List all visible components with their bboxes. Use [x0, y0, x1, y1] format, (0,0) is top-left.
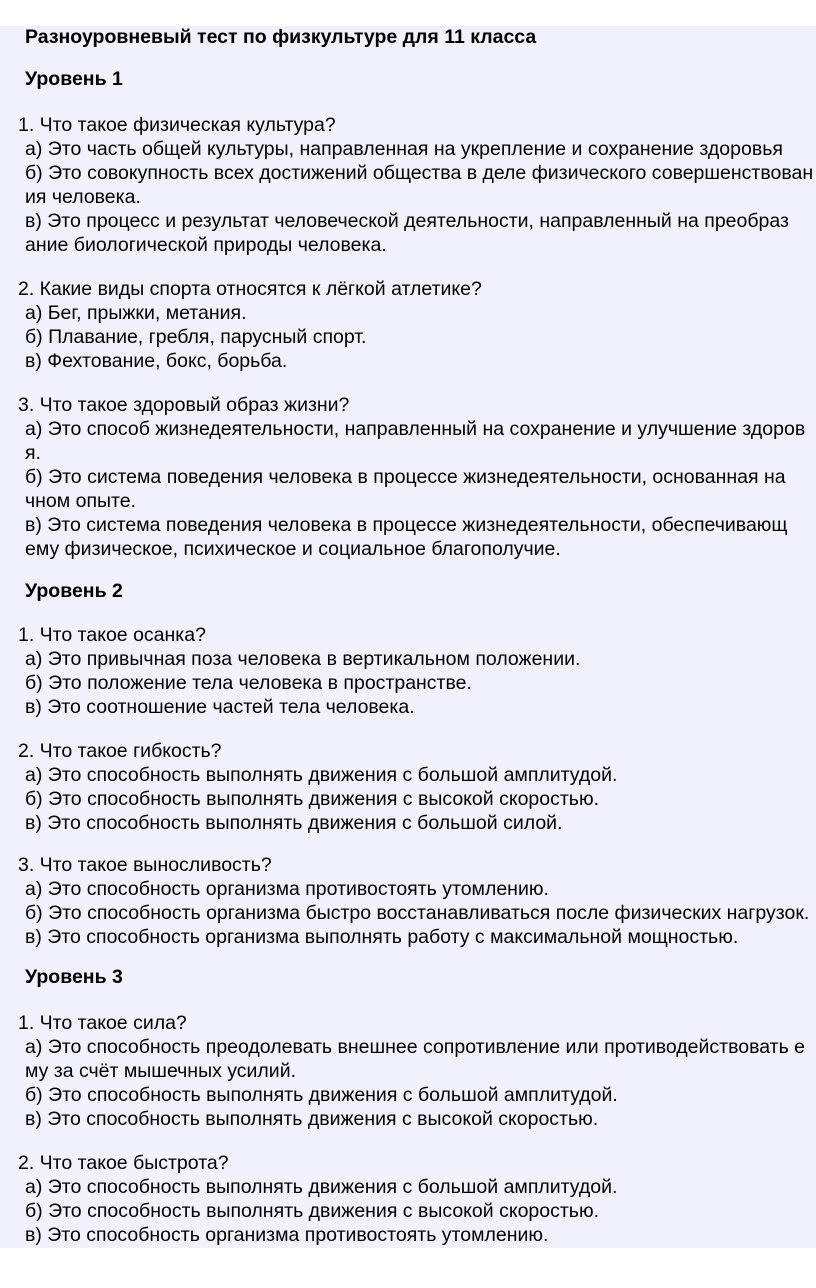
answer-line: б) Это способность выполнять движения с большой амплитудой.: [25, 1084, 618, 1106]
answer-line: в) Это соотношение частей тела человека.: [25, 696, 415, 718]
answer-line: б) Это система поведения человека в процессе жизнедеятельности, основанная на: [25, 466, 786, 488]
answer-line: в) Это способность выполнять движения с большой силой.: [25, 812, 563, 834]
question-text: 3. Что такое здоровый образ жизни?: [18, 394, 350, 416]
level-3-heading: Уровень 3: [25, 966, 123, 988]
answer-line: в) Это способность организма выполнять работу с максимальной мощностью.: [25, 926, 739, 948]
level-1-heading: Уровень 1: [25, 68, 123, 90]
question-text: 2. Что такое быстрота?: [18, 1152, 229, 1174]
level-2-heading: Уровень 2: [25, 580, 123, 602]
answer-line: а) Это часть общей культуры, направленная на укрепление и сохранение здоровья: [25, 138, 783, 160]
answer-line: б) Это способность выполнять движения с высокой скоростью.: [25, 788, 599, 810]
answer-line: ание биологической природы человека.: [25, 234, 387, 256]
answer-line: а) Это способность выполнять движения с большой амплитудой.: [25, 1176, 618, 1198]
answer-line: ему физическое, психическое и социальное благополучие.: [25, 538, 561, 560]
answer-line: в) Это процесс и результат человеческой деятельности, направленный на преобраз: [25, 210, 789, 232]
answer-line: б) Это совокупность всех достижений общества в деле физического совершенствован: [25, 162, 814, 184]
answer-line: в) Фехтование, бокс, борьба.: [25, 350, 288, 372]
answer-line: б) Это способность организма быстро восстанавливаться после физических нагрузок.: [25, 902, 810, 924]
answer-line: б) Плавание, гребля, парусный спорт.: [25, 326, 367, 348]
document-title: Разноуровневый тест по физкультуре для 11 класса: [25, 26, 537, 48]
answer-line: ия человека.: [25, 186, 141, 208]
answer-line: б) Это способность выполнять движения с высокой скоростью.: [25, 1200, 599, 1222]
question-text: 1. Что такое физическая культура?: [18, 114, 336, 136]
question-text: 2. Какие виды спорта относятся к лёгкой атлетике?: [18, 278, 482, 300]
question-text: 1. Что такое осанка?: [18, 624, 206, 646]
question-text: 1. Что такое сила?: [18, 1012, 187, 1034]
answer-line: а) Это способность преодолевать внешнее сопротивление или противодействовать е: [25, 1036, 805, 1058]
answer-line: в) Это способность выполнять движения с высокой скоростью.: [25, 1108, 599, 1130]
document-page: [0, 26, 816, 1248]
answer-line: а) Это привычная поза человека в вертикальном положении.: [25, 648, 581, 670]
answer-line: я.: [25, 442, 41, 464]
answer-line: б) Это положение тела человека в пространстве.: [25, 672, 472, 694]
answer-line: а) Это способ жизнедеятельности, направленный на сохранение и улучшение здоров: [25, 418, 806, 440]
answer-line: в) Это система поведения человека в процессе жизнедеятельности, обеспечивающ: [25, 514, 788, 536]
answer-line: а) Это способность выполнять движения с большой амплитудой.: [25, 764, 618, 786]
answer-line: а) Бег, прыжки, метания.: [25, 302, 247, 324]
answer-line: а) Это способность организма противостоять утомлению.: [25, 878, 549, 900]
answer-line: чном опыте.: [25, 490, 136, 512]
question-text: 3. Что такое выносливость?: [18, 854, 272, 876]
answer-line: му за счёт мышечных усилий.: [25, 1060, 297, 1082]
question-text: 2. Что такое гибкость?: [18, 740, 222, 762]
answer-line: в) Это способность организма противостоять утомлению.: [25, 1224, 549, 1246]
